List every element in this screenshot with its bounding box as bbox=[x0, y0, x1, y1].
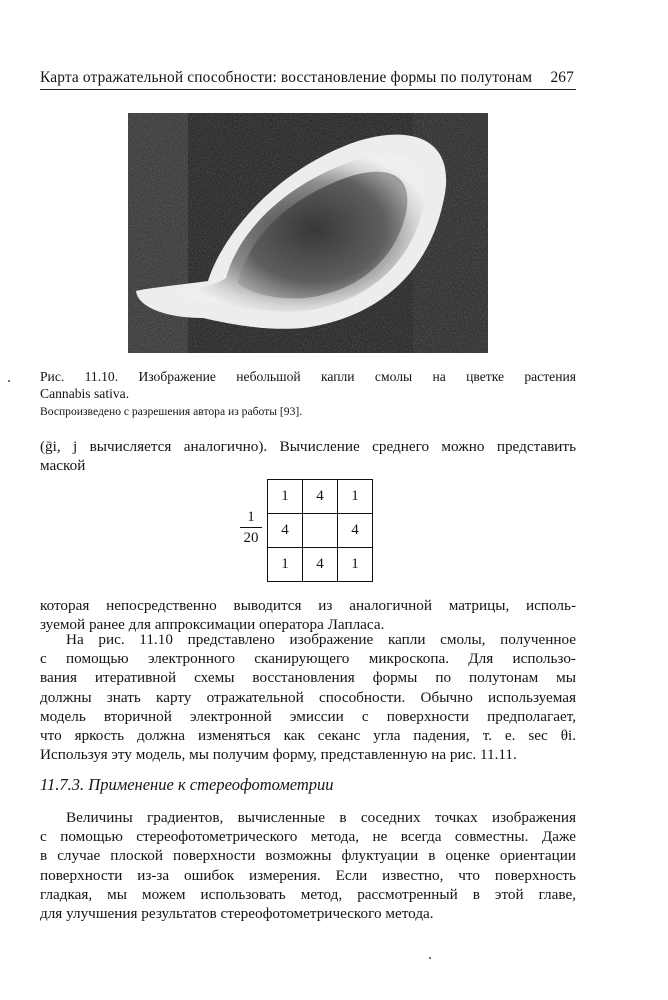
text-line: поверхности из-за ошибок измерения. Если известно, что поверхность bbox=[40, 866, 576, 884]
mask-factor-denominator: 20 bbox=[243, 530, 259, 546]
mask-cell: 1 bbox=[268, 480, 303, 514]
text-line: зуемой ранее для аппроксимации оператора Лапласа. bbox=[40, 616, 385, 634]
text-line: которая непосредственно выводится из аналогичной матрицы, исполь- bbox=[40, 597, 576, 614]
mask-row bbox=[268, 548, 373, 582]
text-line: маской bbox=[40, 457, 86, 475]
text-line: Величины градиентов, вычисленные в соседних точках изображения bbox=[66, 809, 576, 826]
mask-cell: 4 bbox=[303, 548, 338, 582]
mask-cell: 4 bbox=[268, 514, 303, 548]
mask-cell: 1 bbox=[338, 548, 373, 582]
mask-cell: 4 bbox=[303, 480, 338, 514]
mask-cell bbox=[303, 514, 338, 548]
mask-row bbox=[268, 514, 373, 548]
page-number: 267 bbox=[550, 69, 574, 86]
paragraph-mean-mask bbox=[40, 437, 576, 475]
mask-cell: 1 bbox=[268, 548, 303, 582]
text-line: модель вторичной электронной эмиссии с поверхности предполагает, bbox=[40, 707, 576, 725]
text-line: с помощью электронного сканирующего микроскопа. Для использо- bbox=[40, 650, 576, 668]
text-line: (ḡi, j вычисляется аналогично). Вычисление среднего можно представить bbox=[40, 438, 576, 455]
text-line: Используя эту модель, мы получим форму, представленную на рис. 11.11. bbox=[40, 746, 517, 764]
mask-cell: 1 bbox=[338, 480, 373, 514]
mask-cell: 4 bbox=[338, 514, 373, 548]
header-title: Карта отражательной способности: восстановление формы по полутонам bbox=[40, 69, 533, 86]
averaging-mask-matrix bbox=[267, 479, 373, 582]
paragraph-laplace bbox=[40, 596, 576, 634]
figure-caption: Рис. 11.10. Изображение небольшой капли смолы на цветке растения bbox=[40, 369, 576, 384]
running-header bbox=[40, 67, 576, 90]
text-line: гладкая, мы можем использовать метод, рассмотренный в этой главе, bbox=[40, 885, 576, 903]
text-line: вания итеративной схемы восстановления формы по полутонам мы bbox=[40, 669, 576, 687]
mask-factor bbox=[240, 508, 262, 547]
text-line: На рис. 11.10 представлено изображение капли смолы, полученное bbox=[66, 631, 576, 648]
text-line: должны знать карту отражательной способности. Обычно используемая bbox=[40, 688, 576, 706]
droplet-micrograph bbox=[128, 113, 488, 353]
mask-row bbox=[268, 480, 373, 514]
text-line: для улучшения результатов стереофотометрического метода. bbox=[40, 904, 434, 922]
text-line: с помощью стереофотометрического метода, не всегда совместны. Даже bbox=[40, 828, 576, 846]
paragraph-sem-image bbox=[40, 630, 576, 764]
scan-speck bbox=[429, 957, 431, 959]
figure-credit: Воспроизведено с разрешения автора из работы [93]. bbox=[40, 405, 303, 418]
scan-speck bbox=[8, 380, 10, 382]
text-line: в случае плоской поверхности возможны флуктуации в оценке ориентации bbox=[40, 847, 576, 865]
figure-caption-species: Cannabis sativa. bbox=[40, 386, 130, 401]
text-line: что яркость должна изменяться как секанс угла падения, т. е. sec θi. bbox=[40, 726, 576, 744]
subsection-heading: 11.7.3. Применение к стереофотометрии bbox=[40, 775, 334, 794]
mask-factor-numerator: 1 bbox=[247, 509, 255, 525]
fraction-bar bbox=[240, 527, 262, 528]
paragraph-stereophotometry bbox=[40, 808, 576, 923]
figure-resin-droplet-image bbox=[128, 113, 488, 353]
